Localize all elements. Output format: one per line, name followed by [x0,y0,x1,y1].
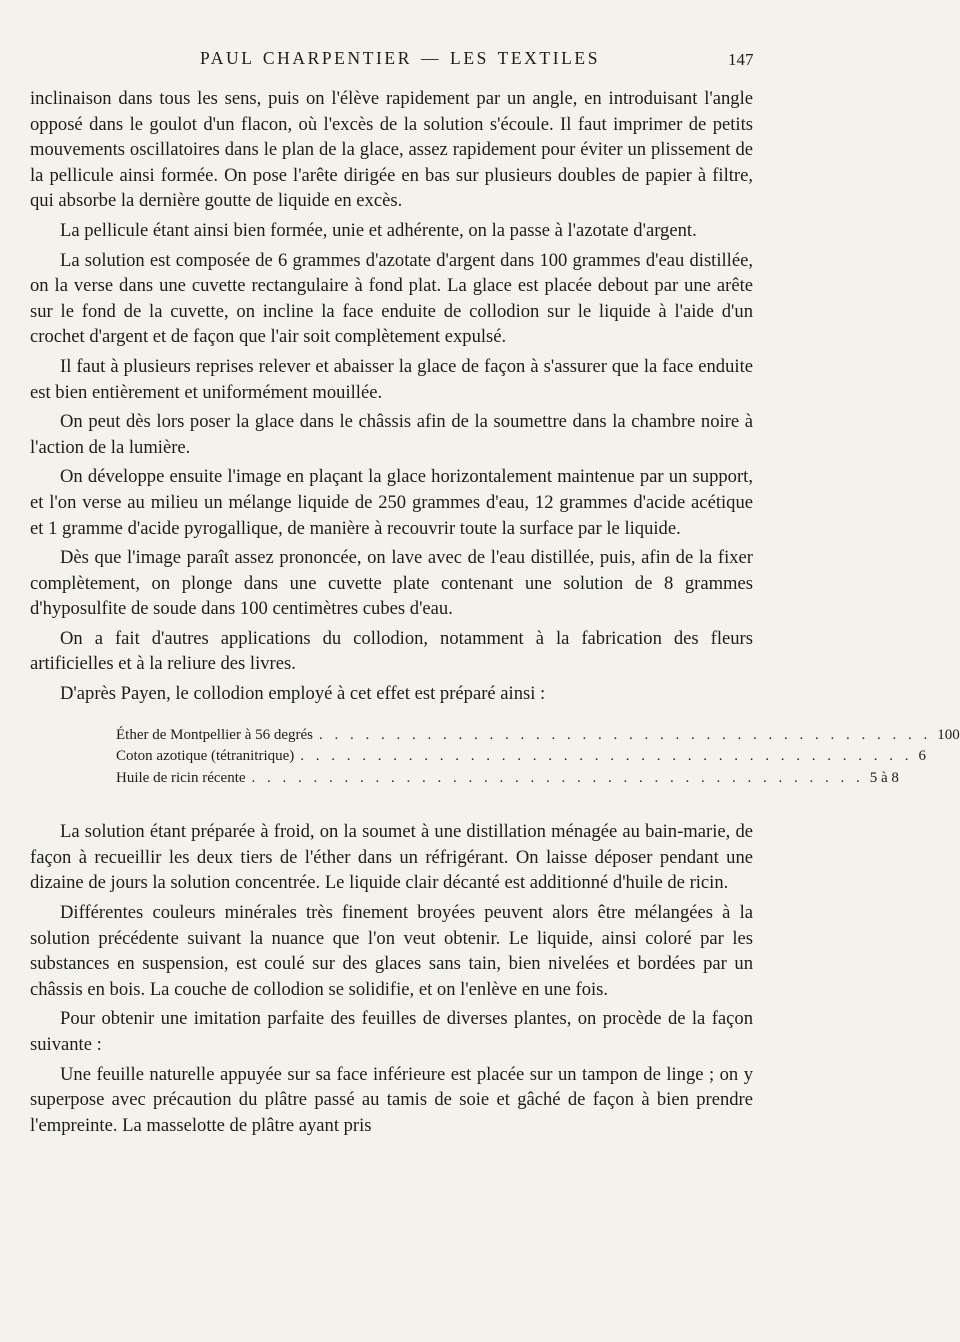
recipe-row [116,768,899,790]
recipe-spacer [30,789,753,819]
paragraph: On développe ensuite l'image en plaçant la glace horizontalement maintenue par un support, et l'on verse au milieu un mélange liquide de 250 grammes d'eau, 12 grammes d'acide acétique et 1 gramme d'acide pyrogallique, de manière à recouvrir toute la surface par le liquide. [30,466,753,539]
dot-leader: . . . . . . . . . . . . . . . . . . . . . . . . . . . . . . . . . . . . . . . . [300,748,913,765]
paragraph: On a fait d'autres applications du collodion, notamment à la fabrication des fleurs artificielles et à la reliure des livres. [30,627,753,675]
paragraph: La pellicule étant ainsi bien formée, unie et adhérente, on la passe à l'azotate d'argent. [60,219,697,241]
paragraph: Pour obtenir une imitation parfaite des feuilles de diverses plantes, on procède de la façon suivante : [30,1008,753,1055]
paragraph: Dès que l'image paraît assez prononcée, on lave avec de l'eau distillée, puis, afin de la fixer complètement, on plonge dans une cuvette plate contenant une solution de 8 grammes d'hyposulfite de soude dans 100 centimètres cubes d'eau. [30,547,753,620]
ingredient-name: Éther de Montpellier à 56 degrés [116,726,314,743]
running-head [0,48,800,72]
ingredient-quantity: 6 [918,748,927,765]
page-number: 147 [728,50,754,69]
running-title: PAUL CHARPENTIER — LES TEXTILES [200,48,601,68]
paragraph: On peut dès lors poser la glace dans le châssis afin de la soumettre dans la chambre noire à l'action de la lumière. [30,411,753,458]
ingredient-name: Coton azotique (tétranitrique) [116,748,295,765]
ingredient-name: Huile de ricin récente [116,769,246,786]
paragraph: Différentes couleurs minérales très finement broyées peuvent alors être mélangées à la solution précédente suivant la nuance que l'on veut obtenir. Le liquide, ainsi coloré par les substances en suspension, est coulé sur des glaces sans tain, bien nivelées et bordées par un châssis en bois. La couche de collodion se solidifie, et on l'enlève en une fois. [30,901,753,1000]
paragraph: D'après Payen, le collodion employé à cet effet est préparé ainsi : [60,683,546,705]
ingredient-quantity: 100 [937,726,960,743]
recipe-table [116,725,960,790]
paragraph: La solution étant préparée à froid, on la soumet à une distillation ménagée au bain-marie, de façon à recueillir les deux tiers de l'éther dans un réfrigérant. On laisse déposer pendant une dizaine de jours la solution concentrée. Le liquide clair décanté est additionné d'huile de ricin. [30,821,753,894]
ingredient-quantity: 5 à 8 [869,769,899,786]
paragraph: La solution est composée de 6 grammes d'azotate d'argent dans 100 grammes d'eau distillée, on la verse dans une cuvette rectangulaire à fond plat. La glace est placée debout par une arête sur le fond de la cuvette, on incline la face enduite de collodion sur le liquide à l'aide d'un crochet d'argent et de façon que l'air soit complètement expulsé. [30,249,753,348]
paragraph: Il faut à plusieurs reprises relever et abaisser la glace de façon à s'assurer que la face enduite est bien entièrement et uniformément mouillée. [30,355,753,403]
dot-leader: . . . . . . . . . . . . . . . . . . . . . . . . . . . . . . . . . . . . . . . . [251,769,864,786]
dot-leader: . . . . . . . . . . . . . . . . . . . . . . . . . . . . . . . . . . . . . . . . [319,726,932,743]
body-text [30,86,960,1142]
recipe-row [116,725,960,747]
paragraph: Une feuille naturelle appuyée sur sa face inférieure est placée sur un tampon de linge ; on y superpose avec précaution du plâtre passé au tamis de soie et gâché de façon à bien prendre l'empreinte. La masselotte de plâtre ayant pris [30,1063,753,1136]
recipe-row [116,746,927,768]
paragraph: inclinaison dans tous les sens, puis on l'élève rapidement par un angle, en introduisant l'angle opposé dans le goulot d'un flacon, où l'excès de la solution s'écoule. Il faut imprimer de petits mouvements oscillatoires dans le plan de la glace, assez rapidement pour éviter un plissement de la pellicule ainsi formée. On pose l'arête dirigée en bas sur plusieurs doubles de papier à filtre, qui absorbe la dernière goutte de liquide en excès. [30,88,753,212]
